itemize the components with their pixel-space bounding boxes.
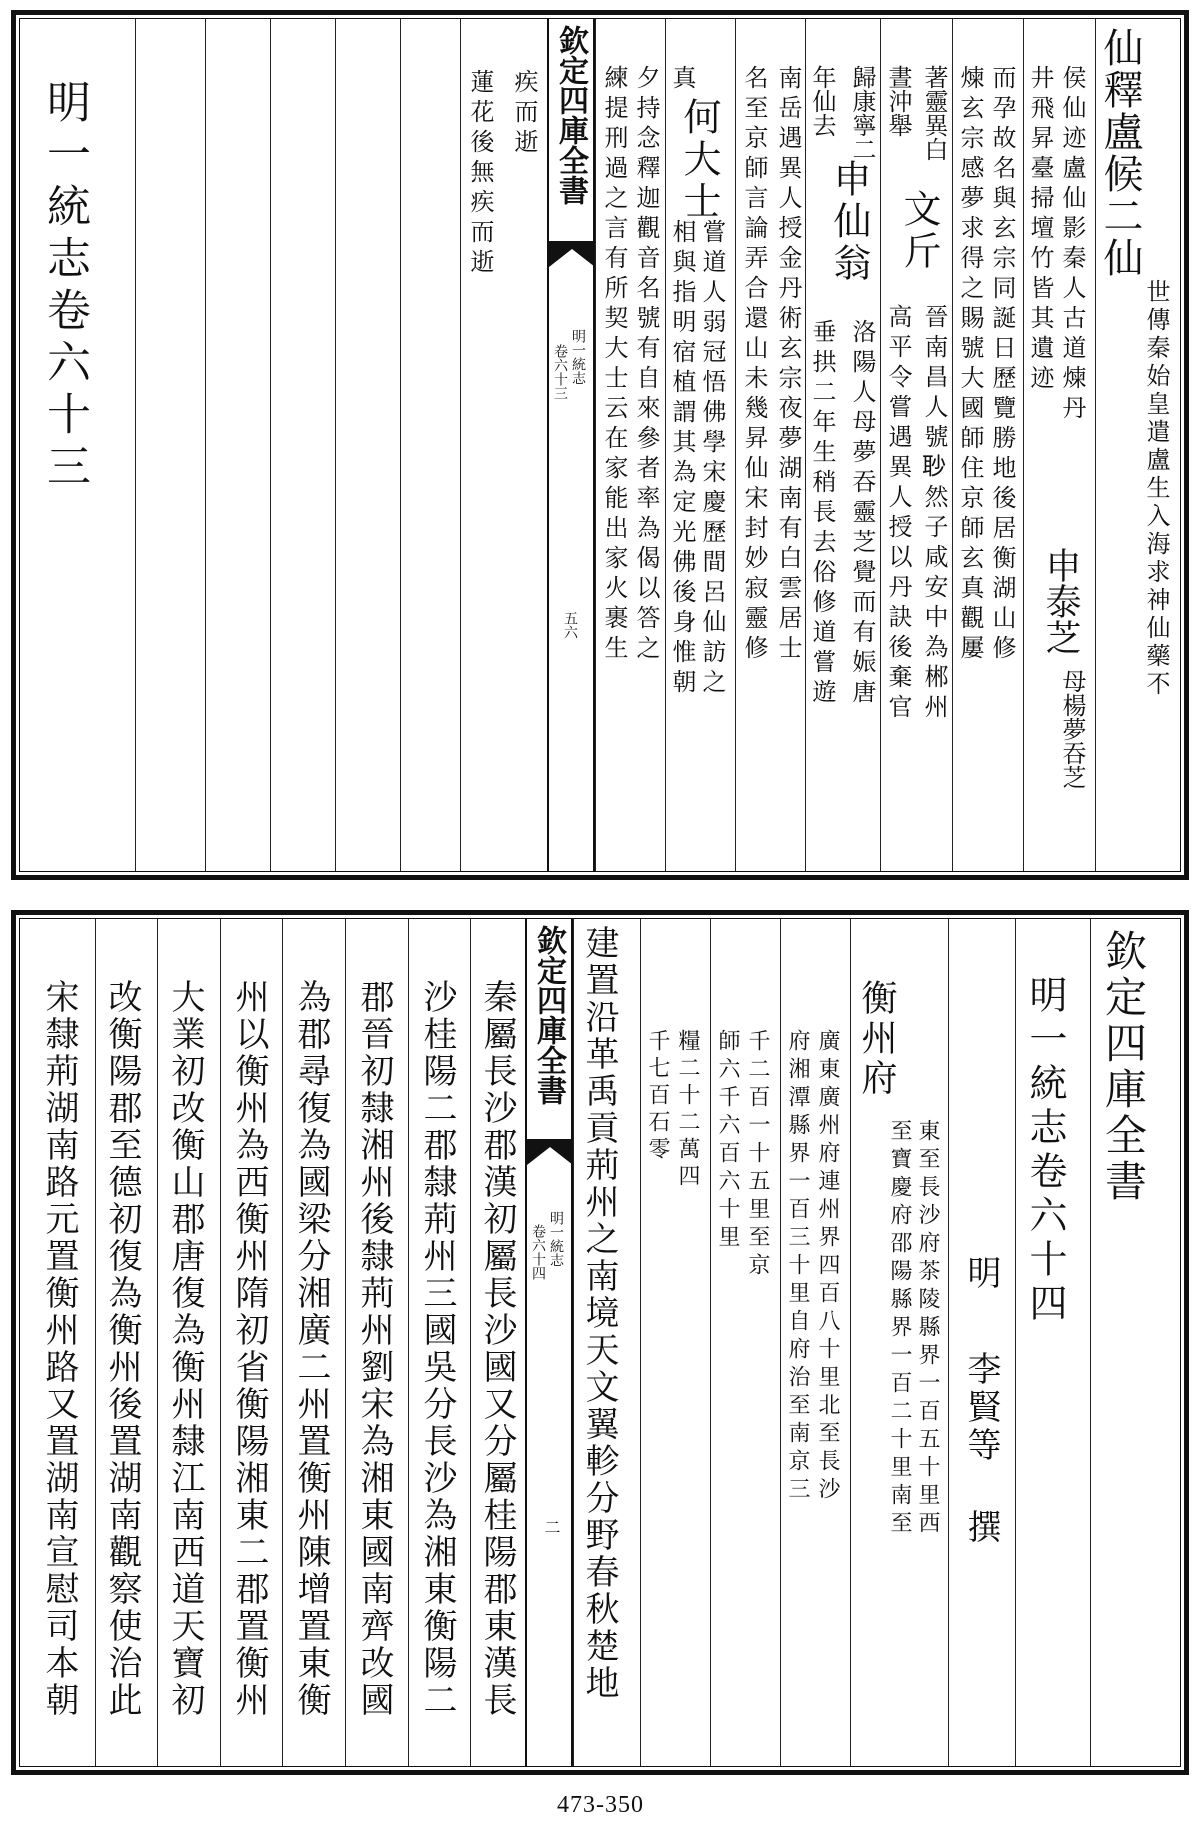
center-folio: 二 bbox=[542, 1519, 561, 1535]
heading-shen-taizhi: 申泰芝 bbox=[1040, 547, 1081, 655]
rule-line bbox=[948, 919, 949, 1766]
text-column: 大業初改衡山郡唐復為衡州隸江南西道天寶初 bbox=[165, 979, 205, 1719]
author-role: 撰 bbox=[961, 1509, 1001, 1543]
rule-line bbox=[710, 919, 711, 1766]
dynasty-label: 明 bbox=[961, 1255, 1001, 1289]
heading-he-dashi: 何大士 bbox=[677, 97, 721, 223]
text-column: 垂拱二年生稍長去俗修道嘗遊 bbox=[808, 319, 836, 709]
text-column: 晝沖舉 bbox=[884, 65, 912, 137]
rule-line bbox=[345, 919, 346, 1766]
rule-line bbox=[95, 919, 96, 1766]
text-column: 宋隸荊湖南路元置衡州路又置湖南宣慰司本朝 bbox=[39, 979, 79, 1719]
center-folio: 五六 bbox=[562, 611, 578, 639]
page-header-title: 欽定四庫全書 bbox=[1099, 929, 1148, 1205]
text-column: 著靈異白 bbox=[920, 65, 948, 161]
rule-line bbox=[1015, 919, 1016, 1766]
center-fold bbox=[525, 919, 573, 1766]
text-column: 晉南昌人號𦕈然子咸安中為郴州 bbox=[920, 304, 948, 724]
section-heading-xianshi: 仙釋盧候二仙 bbox=[1097, 27, 1143, 279]
rule-line bbox=[270, 19, 271, 871]
text-column: 練提刑過之言有所契大士云在家能出家火裹生 bbox=[600, 65, 628, 665]
rule-line bbox=[335, 19, 336, 871]
rule-line bbox=[1023, 19, 1024, 871]
center-fold bbox=[547, 19, 595, 871]
text-column: 蓮花後無疾而逝 bbox=[466, 69, 494, 279]
center-book-name: 明一統志 bbox=[570, 329, 586, 385]
text-column: 府湘潭縣界一百三十里自府治至南京三 bbox=[785, 1029, 810, 1505]
text-column: 為郡尋復為國梁分湘廣二州置衡州陳增置東衡 bbox=[291, 979, 331, 1719]
text-column: 煉玄宗感夢求得之賜號大國師住京師玄真觀屢 bbox=[956, 65, 984, 665]
rule-line bbox=[408, 919, 409, 1766]
top-page-frame bbox=[19, 18, 1181, 872]
text-column: 侯仙迹盧仙影秦人古道煉丹 bbox=[1058, 65, 1086, 425]
rule-line bbox=[735, 19, 736, 871]
rule-line bbox=[470, 919, 471, 1766]
author-name: 李賢等 bbox=[961, 1351, 1001, 1465]
bottom-page bbox=[11, 910, 1189, 1775]
bottom-page-frame bbox=[19, 918, 1181, 1767]
rule-line bbox=[805, 19, 806, 871]
text-column: 廣東廣州府連州界四百八十里北至長沙 bbox=[815, 1029, 840, 1505]
heading-shen-xianweng: 申仙翁 bbox=[827, 159, 871, 285]
text-column: 世傳秦始皇遣盧生入海求神仙藥不 bbox=[1142, 279, 1170, 699]
text-column: 高平令嘗遇異人授以丹訣後棄官 bbox=[884, 304, 912, 724]
text-column: 東至長沙府茶陵縣界一百五十里西 bbox=[915, 1119, 940, 1539]
text-column: 糧二十二萬四 bbox=[675, 1029, 700, 1191]
top-left-title: 明一統志卷六十三 bbox=[39, 79, 90, 495]
text-column: 南岳遇異人授金丹術玄宗夜夢湖南有白雲居士 bbox=[774, 65, 802, 665]
rule-line bbox=[573, 919, 574, 1766]
rule-line bbox=[880, 19, 881, 871]
rule-line bbox=[282, 919, 283, 1766]
text-column: 真 bbox=[668, 65, 696, 89]
text-column: 秦屬長沙郡漢初屬長沙國又分屬桂陽郡東漢長 bbox=[477, 979, 517, 1719]
text-column: 疾而逝 bbox=[510, 69, 538, 159]
center-volume: 卷六十三 bbox=[552, 344, 568, 400]
fish-tail-mark-icon bbox=[527, 1139, 573, 1165]
text-column: 嘗道人弱冠悟佛學宋慶歷間呂仙訪之 bbox=[698, 219, 726, 699]
rule-line bbox=[1095, 19, 1096, 871]
text-column: 師六千六百六十里 bbox=[715, 1029, 740, 1253]
text-column: 建置沿革禹貢荊州之南境天文翼軫分野春秋楚地 bbox=[579, 925, 619, 1702]
text-column: 年仙去 bbox=[808, 65, 836, 137]
heading-wen-jin: 文斤 bbox=[897, 189, 941, 273]
text-column: 井飛昇臺掃壇竹皆其遺迹 bbox=[1026, 65, 1054, 395]
text-column: 夕持念釋迦觀音名號有自來參者率為偈以答之 bbox=[632, 65, 660, 665]
text-column: 改衡陽郡至德初復為衡州後置湖南觀察使治此 bbox=[102, 979, 142, 1719]
page-number: 473-350 bbox=[557, 1792, 644, 1818]
text-column: 名至京師言論弄合還山未幾昇仙宋封妙寂靈修 bbox=[740, 65, 768, 665]
rule-line bbox=[400, 19, 401, 871]
text-column: 千二百一十五里至京 bbox=[745, 1029, 770, 1281]
rule-line bbox=[780, 919, 781, 1766]
rule-line bbox=[460, 19, 461, 871]
rule-line bbox=[220, 919, 221, 1766]
prefecture-heading: 衡州府 bbox=[856, 979, 897, 1099]
rule-line bbox=[1090, 919, 1091, 1766]
rule-line bbox=[595, 19, 596, 871]
rule-line bbox=[952, 19, 953, 871]
top-page bbox=[11, 10, 1189, 880]
rule-line bbox=[157, 919, 158, 1766]
center-header-title: 欽定四庫全書 bbox=[553, 25, 588, 205]
text-column: 州以衡州為西衡州隋初省衡陽湘東二郡置衡州 bbox=[229, 979, 269, 1719]
book-title: 明一統志卷六十四 bbox=[1023, 975, 1067, 1327]
rule-line bbox=[205, 19, 206, 871]
center-book-name: 明一統志 bbox=[548, 1211, 564, 1267]
rule-line bbox=[665, 19, 666, 871]
text-column: 母楊夢吞芝 bbox=[1058, 669, 1086, 789]
center-header-title: 欽定四庫全書 bbox=[531, 925, 566, 1105]
fish-tail-mark-icon bbox=[549, 241, 595, 267]
text-column: 郡晉初隸湘州後隸荊州劉宋為湘東國南齊改國 bbox=[354, 979, 394, 1719]
text-column: 歸康寧二 bbox=[848, 65, 876, 161]
rule-line bbox=[850, 919, 851, 1766]
text-column: 千七百石零 bbox=[645, 1029, 670, 1164]
text-column: 至寶慶府邵陽縣界一百二十里南至 bbox=[887, 1119, 912, 1539]
text-column: 相與指明宿植謂其為定光佛後身惟朝 bbox=[668, 219, 696, 699]
text-column: 洛陽人母夢吞靈芝覺而有娠唐 bbox=[848, 319, 876, 709]
text-column: 沙桂陽二郡隸荊州三國吳分長沙為湘東衡陽二 bbox=[417, 979, 457, 1719]
rule-line bbox=[135, 19, 136, 871]
text-column: 而孕故名與玄宗同誕日歷覽勝地後居衡湖山修 bbox=[988, 65, 1016, 665]
rule-line bbox=[640, 919, 641, 1766]
center-volume: 卷六十四 bbox=[530, 1224, 546, 1280]
